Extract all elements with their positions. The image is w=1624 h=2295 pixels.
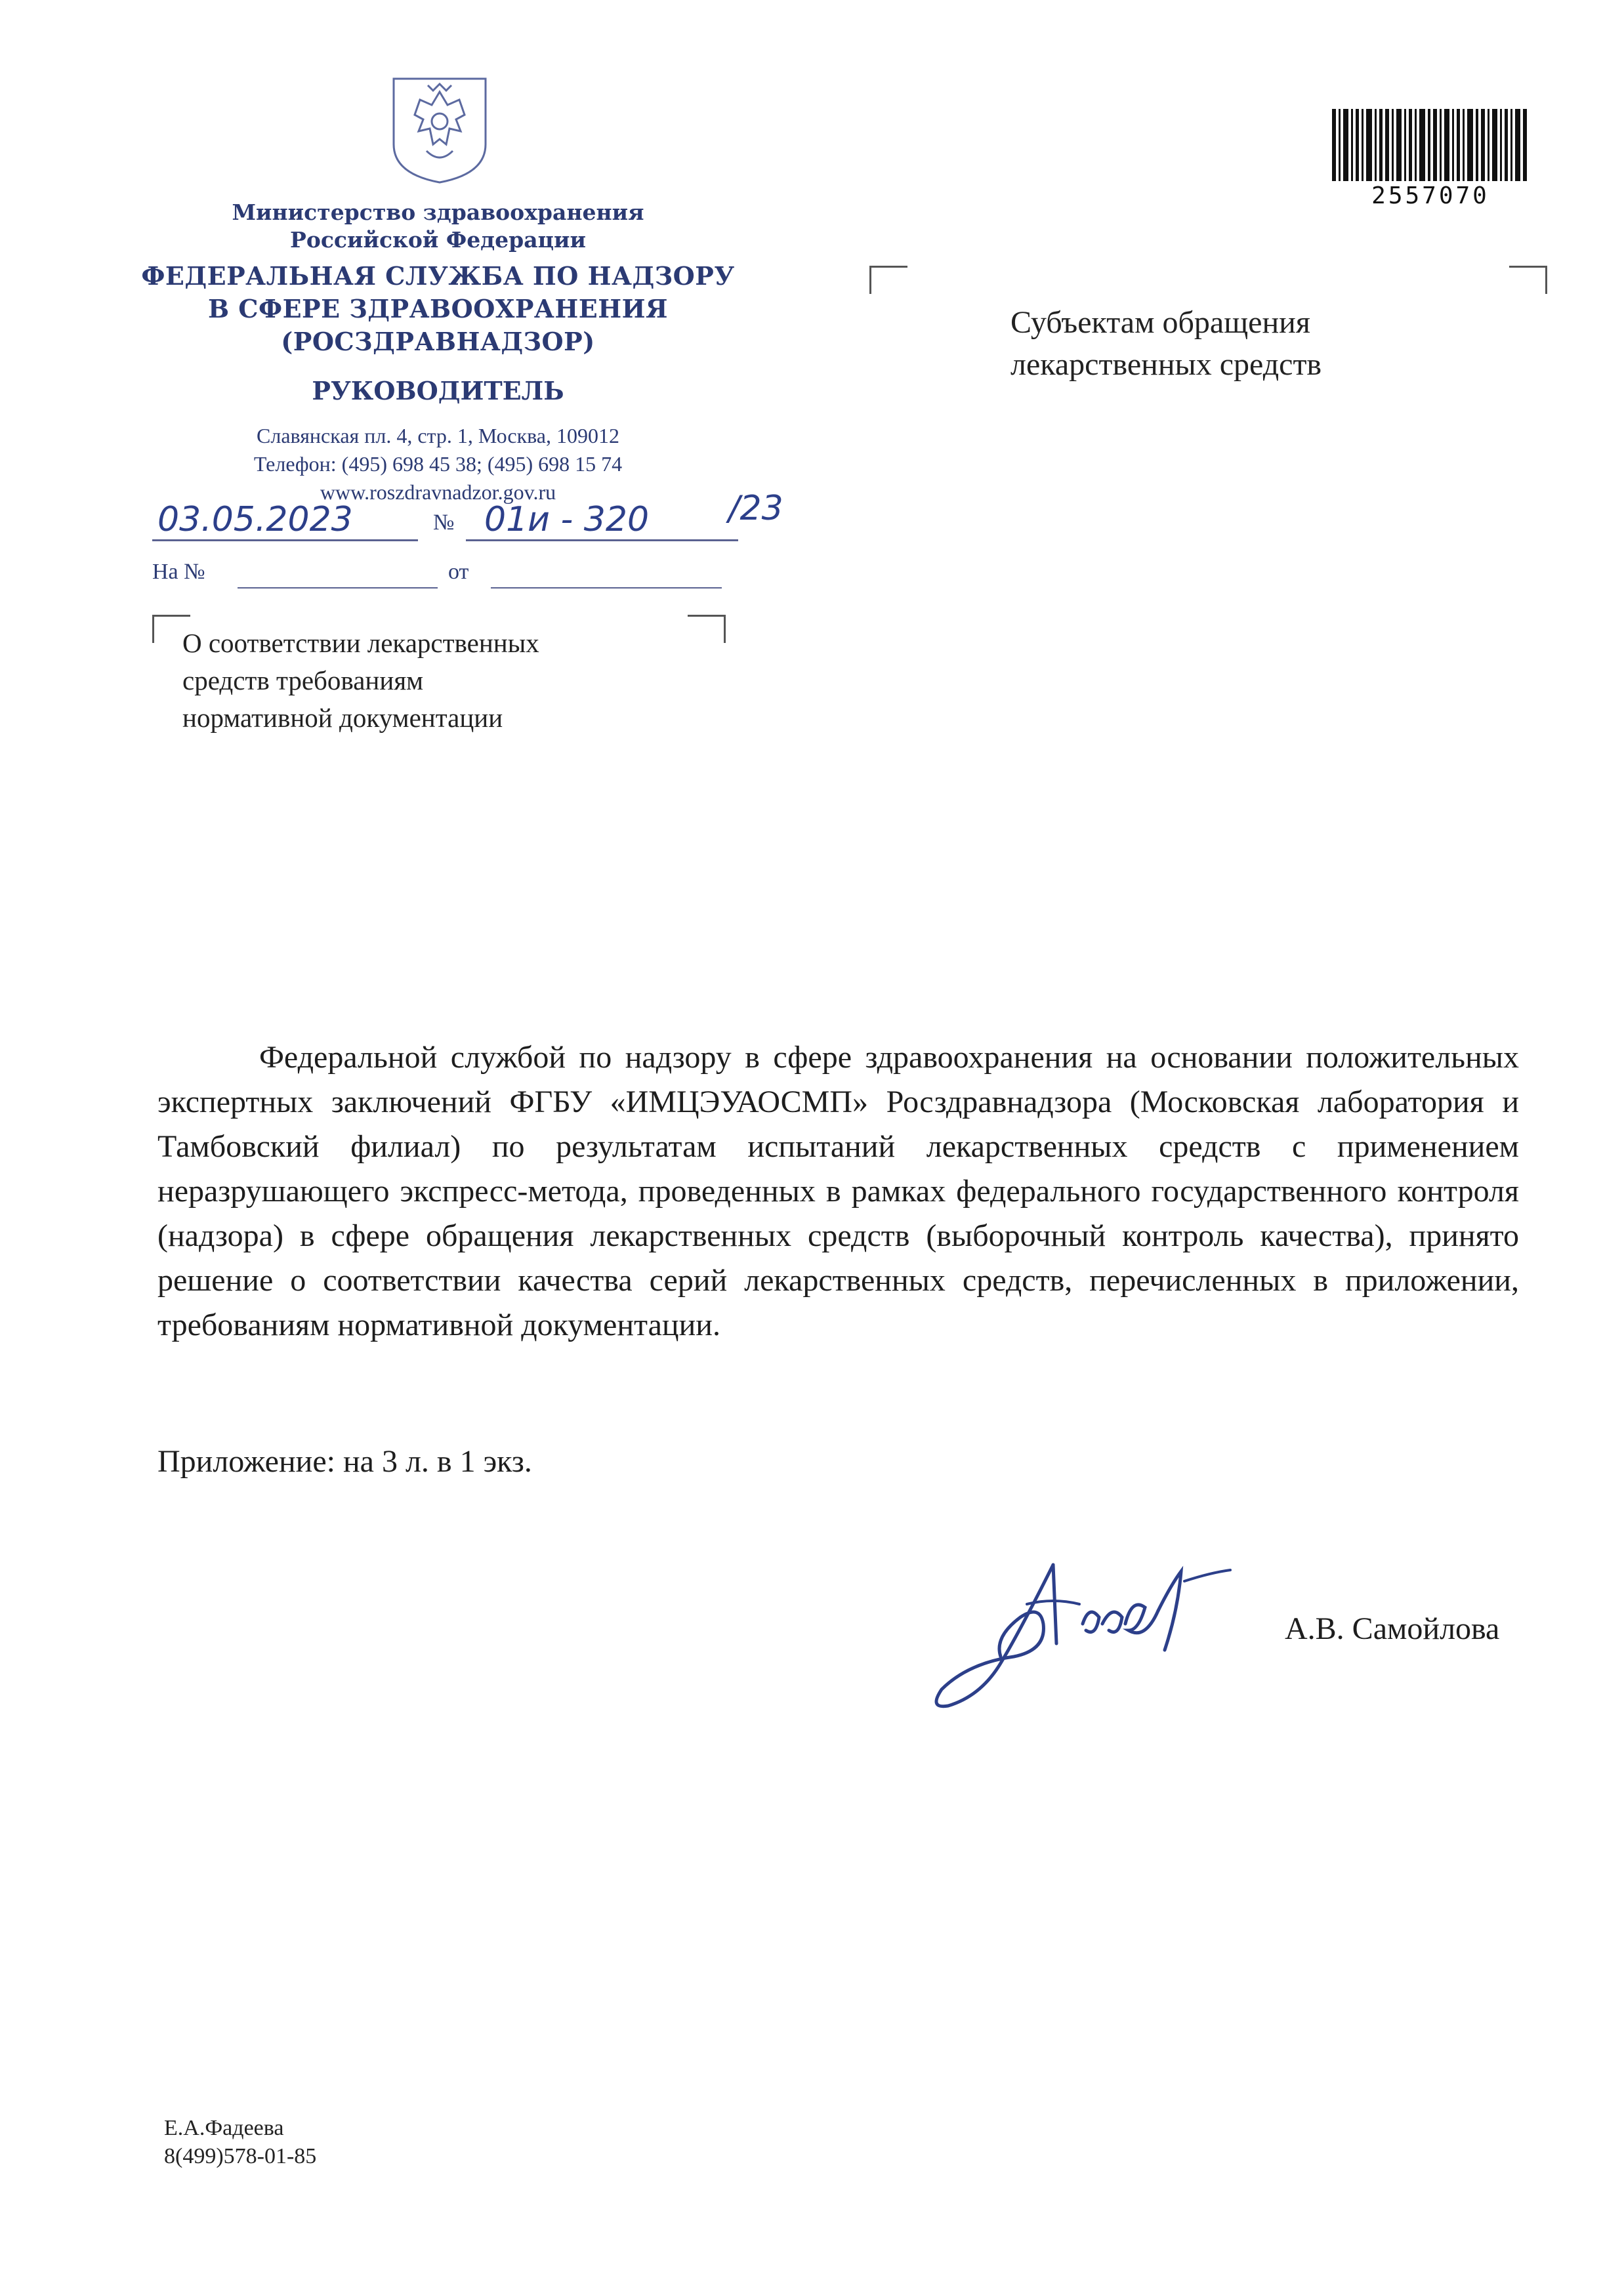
executor-name: Е.А.Фадеева xyxy=(164,2116,284,2140)
handwritten-signature xyxy=(922,1532,1302,1716)
registration-number: 01и - 320 xyxy=(484,500,650,539)
recipient-block xyxy=(1010,302,1322,386)
recipient-line-1: Субъектам обращения xyxy=(1010,305,1310,340)
attachment-note: Приложение: на 3 л. в 1 экз. xyxy=(157,1444,532,1479)
registration-date: 03.05.2023 xyxy=(157,500,353,539)
body-paragraph: Федеральной службой по надзору в сфере здравоохранения на основании положительных экспертных заключений ФГБУ «ИМЦЭУАОСМП» Росздравнадзора (Московская лаборатория и Тамбовский филиал) по результатам испытаний лекарственных средств с применением неразрушающего экспресс-метода, проведенных в рамках федерального государственного контроля (надзора) в сфере обращения лекарственных средств (выборочный контроль качества), принято решение о соответствии качества серий лекарственных средств, перечисленных в приложении, требованиям нормативной документации. xyxy=(157,1040,1519,1342)
service-line-1: ФЕДЕРАЛЬНАЯ СЛУЖБА ПО НАДЗОРУ xyxy=(141,261,735,291)
number-sign: № xyxy=(433,510,455,535)
subject-bracket-right xyxy=(688,615,726,643)
date-underline xyxy=(152,539,418,541)
ref-number-line xyxy=(238,587,438,589)
ministry-name xyxy=(125,199,751,254)
head-title: РУКОВОДИТЕЛЬ xyxy=(312,376,564,405)
contact-block xyxy=(125,422,751,507)
service-name xyxy=(125,260,751,358)
signer-name: А.В. Самойлова xyxy=(1285,1611,1500,1646)
ministry-line-2: Российской Федерации xyxy=(290,227,586,253)
coat-of-arms-emblem xyxy=(387,66,492,184)
number-underline xyxy=(466,539,738,541)
recipient-bracket-left xyxy=(869,266,907,294)
website: www.roszdravnadzor.gov.ru xyxy=(320,480,556,504)
executor-phone: 8(499)578-01-85 xyxy=(164,2144,317,2168)
registration-number-suffix: /23 xyxy=(728,489,783,528)
address: Славянская пл. 4, стр. 1, Москва, 109012 xyxy=(257,424,619,447)
subject-block xyxy=(182,625,539,737)
ministry-line-1: Министерство здравоохранения xyxy=(232,199,644,225)
barcode-number: 2557070 xyxy=(1371,182,1489,209)
executor-block xyxy=(164,2114,316,2170)
subject-line-3: нормативной документации xyxy=(182,703,503,733)
barcode-image xyxy=(1332,109,1529,181)
service-line-2: В СФЕРЕ ЗДРАВООХРАНЕНИЯ xyxy=(207,294,669,323)
subject-line-2: средств требованиям xyxy=(182,665,424,695)
ref-number-label: На № xyxy=(152,560,205,584)
recipient-bracket-right xyxy=(1509,266,1547,294)
phone: Телефон: (495) 698 45 38; (495) 698 15 74 xyxy=(253,452,623,476)
ref-from-label: от xyxy=(448,560,469,584)
recipient-line-2: лекарственных средств xyxy=(1010,347,1322,382)
subject-line-1: О соответствии лекарственных xyxy=(182,628,539,658)
service-line-3: (РОСЗДРАВНАДЗОР) xyxy=(281,327,595,356)
ref-from-line xyxy=(491,587,722,589)
